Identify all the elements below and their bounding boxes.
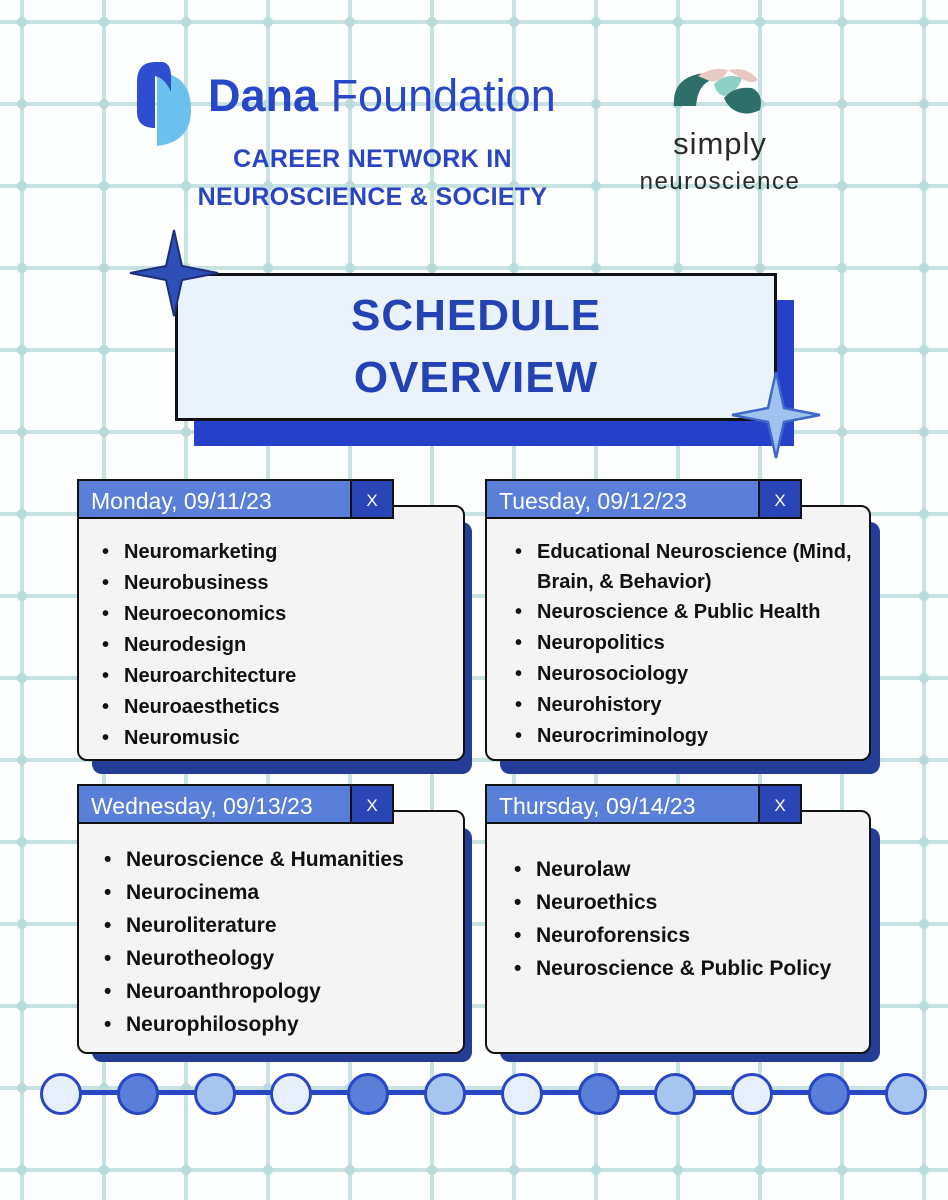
day-header-wednesday: Wednesday, 09/13/23 xyxy=(77,784,353,824)
day-header-tuesday: Tuesday, 09/12/23 xyxy=(485,479,761,519)
topic-list-monday xyxy=(102,537,442,754)
close-button-thursday[interactable]: X xyxy=(758,784,802,824)
day-header-thursday: Thursday, 09/14/23 xyxy=(485,784,761,824)
timeline-dot xyxy=(654,1073,696,1115)
timeline-dot xyxy=(808,1073,850,1115)
timeline-dot xyxy=(424,1073,466,1115)
dana-foundation-wordmark: Dana Foundation xyxy=(208,70,556,121)
close-button-monday[interactable]: X xyxy=(350,479,394,519)
close-button-wednesday[interactable]: X xyxy=(350,784,394,824)
list-item: • Neuropolitics xyxy=(515,628,860,659)
timeline-dot xyxy=(40,1073,82,1115)
simply-wordmark: simply xyxy=(673,126,767,161)
timeline-dot xyxy=(270,1073,312,1115)
list-item: • Neuroethics xyxy=(514,886,864,919)
sparkle-star-icon xyxy=(730,370,822,460)
list-item: • Neuroarchitecture xyxy=(102,661,442,692)
list-item: • Neuromusic xyxy=(102,723,442,754)
schedule-title-box xyxy=(175,273,777,421)
list-item: • Neurophilosophy xyxy=(104,1008,454,1041)
topic-list-thursday xyxy=(514,853,864,985)
list-item: • Educational Neuroscience (Mind, Brain, & Behavior) xyxy=(515,537,860,597)
timeline-dot xyxy=(885,1073,927,1115)
list-item: • Neuroanthropology xyxy=(104,975,454,1008)
list-item: • Neuroforensics xyxy=(514,919,864,952)
timeline-dot xyxy=(578,1073,620,1115)
sparkle-star-icon xyxy=(128,228,220,318)
list-item: • Neuroscience & Public Health xyxy=(515,597,860,628)
list-item: • Neuroscience & Public Policy xyxy=(514,952,864,985)
brain-logo-icon xyxy=(668,62,768,120)
timeline-dot xyxy=(501,1073,543,1115)
list-item: • Neurohistory xyxy=(515,690,860,721)
title-line-1: SCHEDULE xyxy=(350,291,602,340)
list-item: • Neuroscience & Humanities xyxy=(104,843,454,876)
list-item: • Neurodesign xyxy=(102,630,442,661)
topic-list-wednesday xyxy=(104,843,454,1041)
timeline-dot xyxy=(347,1073,389,1115)
dana-logo-icon xyxy=(135,52,195,148)
list-item: • Neuroeconomics xyxy=(102,599,442,630)
timeline-dot xyxy=(194,1073,236,1115)
timeline-dot xyxy=(117,1073,159,1115)
list-item: • Neurolaw xyxy=(514,853,864,886)
list-item: • Neurotheology xyxy=(104,942,454,975)
list-item: • Neurocriminology xyxy=(515,721,860,752)
list-item: • Neuroaesthetics xyxy=(102,692,442,723)
timeline-dot xyxy=(731,1073,773,1115)
career-network-title: CAREER NETWORK IN NEUROSCIENCE & SOCIETY xyxy=(197,145,548,211)
topic-list-tuesday xyxy=(515,537,860,752)
close-button-tuesday[interactable]: X xyxy=(758,479,802,519)
neuroscience-wordmark: neuroscience xyxy=(639,168,801,195)
list-item: • Neurosociology xyxy=(515,659,860,690)
list-item: • Neurocinema xyxy=(104,876,454,909)
list-item: • Neuroliterature xyxy=(104,909,454,942)
list-item: • Neurobusiness xyxy=(102,568,442,599)
list-item: • Neuromarketing xyxy=(102,537,442,568)
title-line-2: OVERVIEW xyxy=(353,353,599,402)
day-header-monday: Monday, 09/11/23 xyxy=(77,479,353,519)
